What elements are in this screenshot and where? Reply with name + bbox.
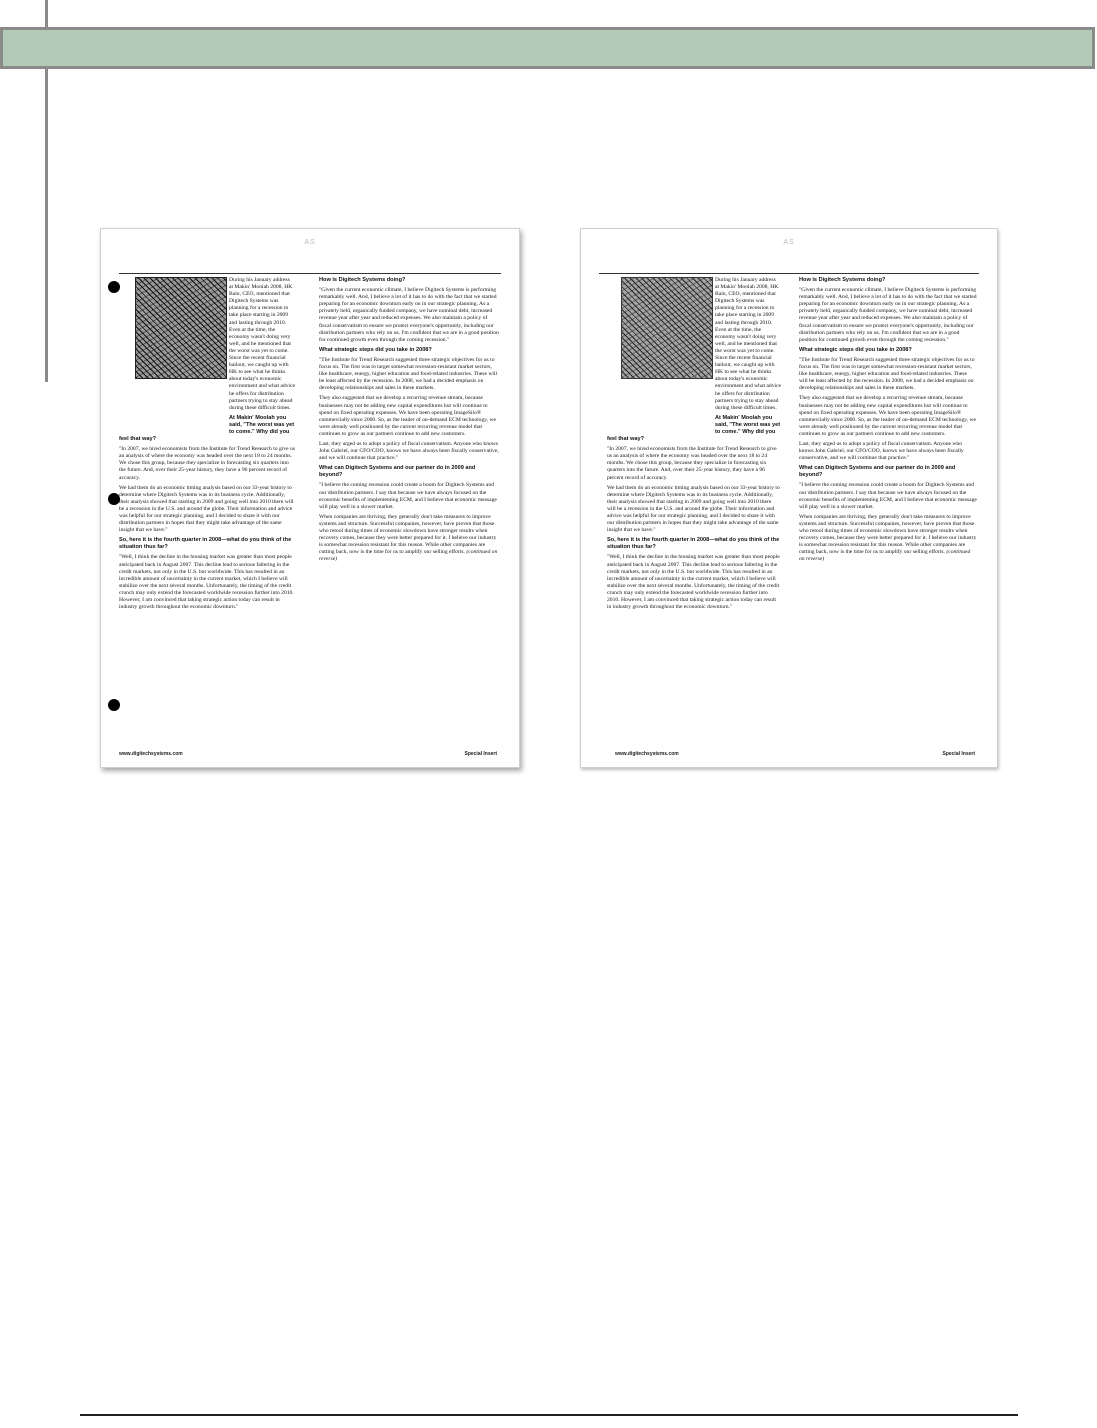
answer-paragraph: "Well, I think the decline in the housing market was greater than most people anticipated back in August 2007. This decline lead to serious faltering in the credit markets, not only in the U.S. but worldwide. This has resulted in an incredible amount of uncertainty in the current market, which I believe will stabilize over the next several months. Unfortunately, the timing of the credit crunch may only extend the forecasted worldwide recession further into 2010. However, I am convinced that taking strategic action today can result in industry growth throughout the economic downturn." xyxy=(607,554,780,611)
answer-paragraph: Last, they urged us to adopt a policy of fiscal conservatism. Anyone who knows John Gabriel, our CFO/COO, knows we have always been fiscally conservative, and we will continue that practice." xyxy=(319,440,499,462)
punch-hole xyxy=(108,699,120,711)
answer-paragraph: When companies are thriving, they generally don't take measures to improve systems and structure. Successful companies, however, have proven that those who retool during times of economic slowdown have stronger results when recovery comes, because they were better prepared for it. I believe our industry is somewhat recession resistant for this reason. While other companies are cutting back, now is the time for us to amplify our selling efforts. (continued on reverse) xyxy=(319,513,498,563)
question-heading: What strategic steps did you take in 2008? xyxy=(799,346,912,353)
question-heading: What can Digitech Systems and our partner do in 2009 and beyond? xyxy=(319,465,476,479)
page-header: AS xyxy=(304,239,316,246)
question-heading: What can Digitech Systems and our partner do in 2009 and beyond? xyxy=(799,465,956,479)
answer-paragraph: Last, they urged us to adopt a policy of fiscal conservatism. Anyone who knows John Gabriel, our CFO/COO, knows we have always been fiscally conservative, and we will continue that practice." xyxy=(799,440,964,462)
header-banner xyxy=(0,27,1095,69)
scanned-page-left xyxy=(100,228,520,768)
page-header: AS xyxy=(783,239,795,246)
answer-paragraph: "Given the current economic climate, I believe Digitech Systems is performing remarkably well. And, I believe a lot of it has to do with the fact that we started preparing for an economic downturn early on in our strategic planning. As a privately held, organically funded company, we have nominal debt, increased revenue year after year and reduced expenses. We also maintain a policy of fiscal conservatism to ensure we protect everyone's opportunity, including our distribution partners who rely on us. I'm confident that we are in a good position for continued growth even through the coming recession." xyxy=(319,287,499,343)
answer-paragraph: "Well, I think the decline in the housing market was greater than most people anticipated back in August 2007. This decline lead to serious faltering in the credit markets, not only in the U.S. but worldwide. This has resulted in an incredible amount of uncertainty in the current market, which I believe will stabilize over the next several months. Unfortunately, the timing of the credit crunch may only extend the forecasted worldwide recession further into 2010. However, I am convinced that taking strategic action today can result in industry growth throughout the economic downturn." xyxy=(119,554,294,611)
answer-paragraph: "I believe the coming recession could create a boom for Digitech Systems and our distribution partners. I say that because we have always focused on the economic benefits of implementing ECM, and I believe that economic message will play well in a slower market. xyxy=(319,482,497,510)
article-column-1 xyxy=(607,277,781,614)
header-rule xyxy=(119,273,501,274)
answer-paragraph: "The Institute for Trend Research suggested three strategic objectives for us to focus on. The first was to target somewhat recession-resistant market sectors, like healthcare, energy, higher education and food-related industries. These will be least affected by the recession. In 2008, we had a decided emphasis on developing relationships and sales in these markets. xyxy=(319,356,498,392)
scanned-page-right xyxy=(580,228,998,768)
header-rule xyxy=(599,273,979,274)
answer-paragraph: "Given the current economic climate, I believe Digitech Systems is performing remarkably well. And, I believe a lot of it has to do with the fact that we started preparing for an economic downturn early on in our strategic planning. As a privately held, organically funded company, we have nominal debt, increased revenue year after year and reduced expenses. We also maintain a policy of fiscal conservatism to ensure we protect everyone's opportunity, including our distribution partners who rely on us. I'm confident that we are in a good position for continued growth even through the coming recession." xyxy=(799,287,977,343)
question-heading: How is Digitech Systems doing? xyxy=(799,277,886,283)
answer-paragraph: "In 2007, we hired economists from the Institute for Trend Research to give us an analysis of where the economy was headed over the next 18 to 24 months. We chose this group, because they specialize in forecasting six quarters into the future. And, over their 25-year history, they have a 96 percent record of accuracy. xyxy=(119,446,295,481)
question-heading: So, here it is the fourth quarter in 2008—what do you think of the situation thus far? xyxy=(119,537,292,551)
intro-paragraph: During his January address at Makin' Moolah 2008, HK Bain, CEO, mentioned that Digitech Systems was planning for a recession to take place starting in 2009 and lasting through 2010. Even at the time, the economy wasn't doing very well, and he mentioned that the worst was yet to come. Since the recent financial bailout, we caught up with HK to see what he thinks about today's economic environment and what advice he offers for distribution partners trying to stay ahead during these difficult times. xyxy=(715,277,782,411)
footer-insert-label: Special Insert xyxy=(464,751,497,757)
question-heading: What strategic steps did you take in 2008? xyxy=(319,346,432,353)
question-heading: At Makin' Moolah you said, "The worst was yet to come." Why did you feel that way? xyxy=(607,414,781,443)
answer-paragraph: We had them do an economic timing analysis based on our 33-year history to determine where Digitech Systems was in its business cycle. Additionally, their analysis showed that starting in 2009 and going well into 2010 there will be a recession in the U.S. and around the globe. Their information and advice was helpful for our strategic planning, and I decided to share it with our distribution partners in hopes that they might take advantage of the same insight that we have." xyxy=(607,484,780,534)
answer-paragraph: When companies are thriving, they generally don't take measures to improve systems and structure. Successful companies, however, have proven that those who retool during times of economic slowdown have stronger results when recovery comes, because they were better prepared for it. I believe our industry is somewhat recession resistant for this reason. While other companies are cutting back, now is the time for us to amplify our selling efforts. (continued on reverse) xyxy=(799,513,977,563)
question-heading: At Makin' Moolah you said, "The worst was yet to come." Why did you feel that way? xyxy=(119,414,295,443)
footer-url: www.digitechsystems.com xyxy=(119,751,183,757)
continued-note: (continued on reverse) xyxy=(799,549,971,563)
answer-paragraph: We had them do an economic timing analysis based on our 33-year history to determine where Digitech Systems was in its business cycle. Additionally, their analysis showed that starting in 2009 and going well into 2010 there will be a recession in the U.S. and around the globe. Their information and advice was helpful for our strategic planning, and I decided to share it with our distribution partners in hopes that they might take advantage of the same insight that we have." xyxy=(119,484,294,534)
article-column-2 xyxy=(319,277,499,566)
answer-paragraph: "In 2007, we hired economists from the Institute for Trend Research to give us an analysis of where the economy was headed over the next 18 to 24 months. We chose this group, because they specialize in forecasting six quarters into the future. And, over their 25-year history, they have a 96 percent record of accuracy. xyxy=(607,446,777,481)
answer-paragraph: They also suggested that we develop a recurring revenue stream, because businesses may not be adding new capital expenditures but will continue to spend on fixed operating expenses. We have been operating ImageSilo® commercially since 2000. So, as the leader of on-demand ECM technology, we were already well positioned by the current recurring revenue model that continues to grow as our partners continue to add new customers. xyxy=(799,395,977,437)
article-column-2 xyxy=(799,277,977,566)
question-heading: So, here it is the fourth quarter in 2008—what do you think of the situation thus far? xyxy=(607,537,780,551)
answer-paragraph: They also suggested that we develop a recurring revenue stream, because businesses may not be adding new capital expenditures but will continue to spend on fixed operating expenses. We have been operating ImageSilo® commercially since 2000. So, as the leader of on-demand ECM technology, we were already well positioned by the current recurring revenue model that continues to grow as our partners continue to add new customers. xyxy=(319,395,497,437)
bottom-rule xyxy=(80,1414,1018,1416)
article-column-1 xyxy=(119,277,295,614)
question-heading: How is Digitech Systems doing? xyxy=(319,277,406,283)
continued-note: (continued on reverse) xyxy=(319,549,498,563)
footer-url: www.digitechsystems.com xyxy=(615,751,679,757)
answer-paragraph: "I believe the coming recession could create a boom for Digitech Systems and our distribution partners. I say that because we have always focused on the economic benefits of implementing ECM, and I believe that economic message will play well in a slower market. xyxy=(799,482,977,510)
footer-insert-label: Special Insert xyxy=(942,751,975,757)
answer-paragraph: "The Institute for Trend Research suggested three strategic objectives for us to focus on. The first was to target somewhat recession-resistant market sectors, like healthcare, energy, higher education and food-related industries. These will be least affected by the recession. In 2008, we had a decided emphasis on developing relationships and sales in these markets. xyxy=(799,356,975,392)
intro-paragraph: During his January address at Makin' Moolah 2008, HK Bain, CEO, mentioned that Digitech Systems was planning for a recession to take place starting in 2009 and lasting through 2010. Even at the time, the economy wasn't doing very well, and he mentioned that the worst was yet to come. Since the recent financial bailout, we caught up with HK to see what he thinks about today's economic environment and what advice he offers for distribution partners trying to stay ahead during these difficult times. xyxy=(229,277,296,411)
